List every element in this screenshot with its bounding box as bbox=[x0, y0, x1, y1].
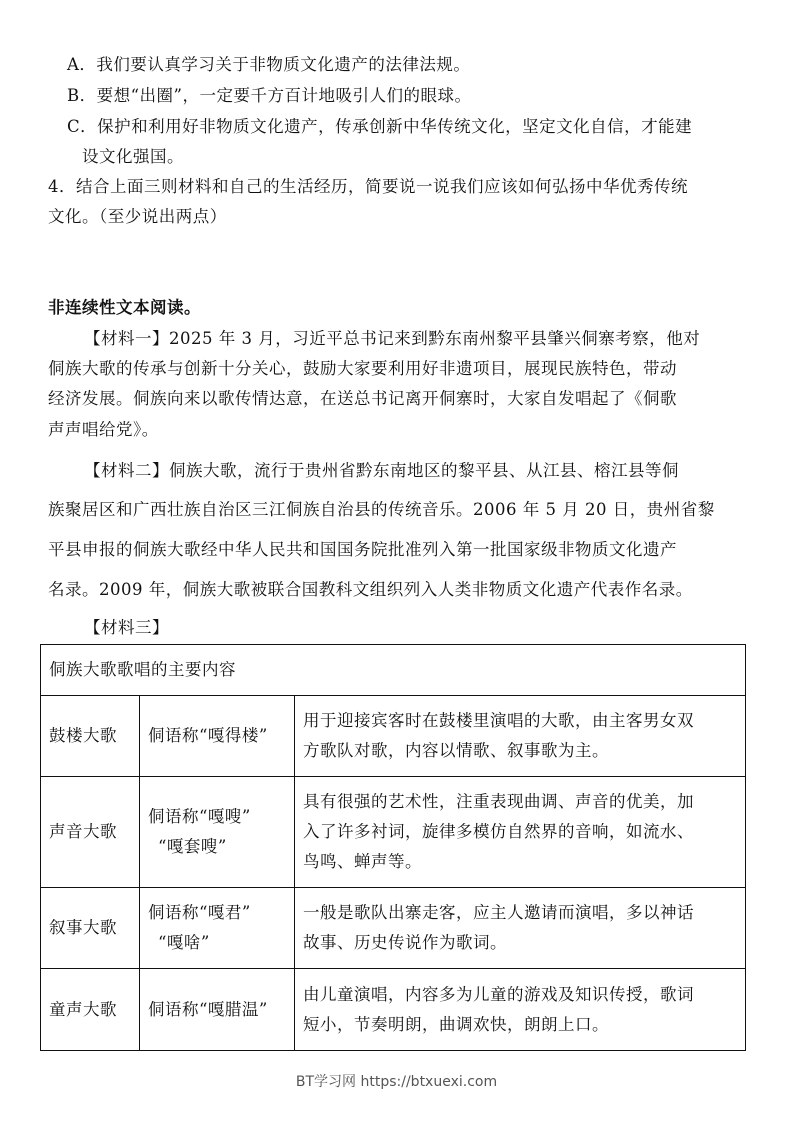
table-caption-row bbox=[41, 645, 746, 696]
table-row bbox=[41, 888, 746, 969]
song-desc bbox=[295, 777, 746, 888]
song-desc bbox=[295, 696, 746, 777]
dong-name-text: 侗语称“嘎腊温” bbox=[148, 999, 268, 1019]
song-type: 鼓楼大歌 bbox=[41, 696, 140, 777]
dong-name-text: 侗语称“嘎嗖” bbox=[148, 807, 251, 826]
song-desc bbox=[295, 969, 746, 1051]
material-2-line: 族聚居区和广西壮族自治区三江侗族自治县的传统音乐。2006 年 5 月 20 日，贵州省黎 bbox=[48, 500, 715, 519]
dong-name bbox=[140, 696, 295, 777]
dong-name bbox=[140, 777, 295, 888]
section-title: 非连续性文本阅读。 bbox=[48, 298, 201, 317]
table-row bbox=[41, 696, 746, 777]
desc-line: 鸟鸣、蝉声等。 bbox=[303, 852, 422, 871]
song-content-table bbox=[40, 644, 746, 1051]
material-1-line: 经济发展。侗族向来以歌传情达意，在送总书记离开侗寨时，大家自发唱起了《侗歌 bbox=[48, 389, 677, 408]
desc-line: 故事、历史传说作为歌词。 bbox=[303, 933, 507, 952]
desc-line: 短小，节奏明朗，曲调欢快，朗朗上口。 bbox=[303, 1014, 609, 1034]
footer-watermark[interactable]: BT学习网 https://btxuexi.com bbox=[295, 1074, 498, 1090]
material-2-line: 【材料二】侗族大歌，流行于贵州省黔东南地区的黎平县、从江县、榕江县等侗 bbox=[84, 461, 679, 480]
option-c-line-2: 设文化强国。 bbox=[82, 147, 184, 166]
dong-name-text: 侗语称“嘎得楼” bbox=[148, 726, 268, 745]
option-c-line-1: C．保护和利用好非物质文化遗产，传承创新中华传统文化，坚定文化自信，才能建 bbox=[67, 117, 693, 136]
material-1-line: 【材料一】2025 年 3 月，习近平总书记来到黔东南州黎平县肇兴侗寨考察，他对 bbox=[84, 329, 701, 348]
song-type: 童声大歌 bbox=[41, 969, 140, 1051]
question-4-line-1: 4．结合上面三则材料和自己的生活经历，简要说一说我们应该如何弘扬中华优秀传统 bbox=[48, 177, 688, 196]
song-type: 叙事大歌 bbox=[41, 888, 140, 969]
dong-name bbox=[140, 888, 295, 969]
table-row bbox=[41, 777, 746, 888]
material-1-line: 侗族大歌的传承与创新十分关心，鼓励大家要利用好非遗项目，展现民族特色，带动 bbox=[48, 359, 677, 378]
option-b: B．要想“出圈”，一定要千方百计地吸引人们的眼球。 bbox=[67, 86, 472, 105]
option-a: A．我们要认真学习关于非物质文化遗产的法律法规。 bbox=[67, 55, 471, 74]
dong-name-text: “嘎啥” bbox=[158, 933, 210, 952]
material-1-line: 声声唱给党》。 bbox=[48, 420, 159, 439]
material-2-line: 平县申报的侗族大歌经中华人民共和国国务院批准列入第一批国家级非物质文化遗产 bbox=[48, 540, 677, 559]
desc-line: 用于迎接宾客时在鼓楼里演唱的大歌，由主客男女双 bbox=[303, 711, 694, 730]
dong-name-text: 侗语称“嘎君” bbox=[148, 903, 251, 922]
song-desc bbox=[295, 888, 746, 969]
desc-line: 方歌队对歌，内容以情歌、叙事歌为主。 bbox=[303, 741, 609, 760]
material-3-label: 【材料三】 bbox=[84, 618, 169, 637]
table-row bbox=[41, 969, 746, 1051]
dong-name-text: “嘎套嗖” bbox=[158, 837, 227, 856]
desc-line: 入了许多衬词，旋律多模仿自然界的音响，如流水、 bbox=[303, 822, 694, 841]
desc-line: 具有很强的艺术性，注重表现曲调、声音的优美，加 bbox=[303, 792, 694, 811]
table-caption: 侗族大歌歌唱的主要内容 bbox=[41, 645, 746, 696]
desc-line: 由儿童演唱，内容多为儿童的游戏及知识传授，歌词 bbox=[303, 984, 694, 1004]
dong-name bbox=[140, 969, 295, 1051]
question-4-line-2: 文化。（至少说出两点） bbox=[48, 207, 227, 226]
desc-line: 一般是歌队出寨走客，应主人邀请而演唱，多以神话 bbox=[303, 903, 694, 922]
material-2-line: 名录。2009 年，侗族大歌被联合国教科文组织列入人类非物质文化遗产代表作名录。 bbox=[48, 580, 693, 599]
song-type: 声音大歌 bbox=[41, 777, 140, 888]
